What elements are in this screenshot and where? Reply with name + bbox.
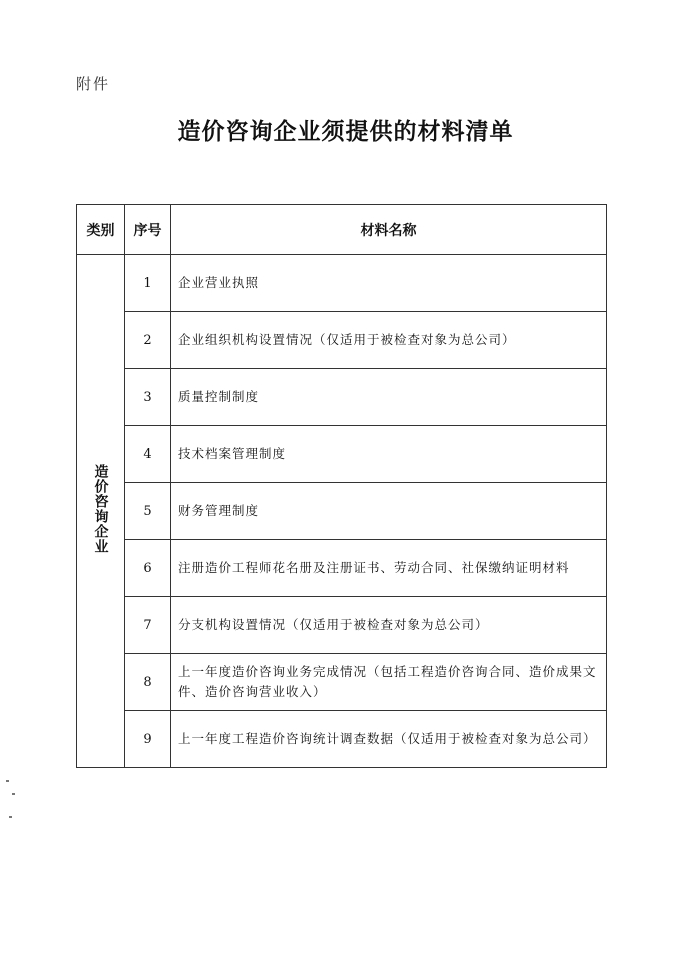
row-material-name: 财务管理制度 — [171, 483, 607, 540]
row-seq: 1 — [125, 255, 171, 312]
header-seq: 序号 — [125, 205, 171, 255]
row-material-name: 技术档案管理制度 — [171, 426, 607, 483]
table-row — [77, 711, 607, 768]
category-cell — [77, 255, 125, 768]
table-row — [77, 540, 607, 597]
attachment-label: 附件 — [76, 75, 111, 93]
table-row — [77, 312, 607, 369]
row-seq: 8 — [125, 654, 171, 711]
table-row — [77, 255, 607, 312]
document-title: 造价咨询企业须提供的材料清单 — [177, 118, 514, 145]
row-material-name: 分支机构设置情况（仅适用于被检查对象为总公司） — [171, 597, 607, 654]
scan-speck — [12, 793, 15, 795]
table-header-row — [77, 205, 607, 255]
row-material-name: 企业营业执照 — [171, 255, 607, 312]
row-seq: 2 — [125, 312, 171, 369]
table-row — [77, 369, 607, 426]
row-seq: 4 — [125, 426, 171, 483]
row-material-name: 质量控制制度 — [171, 369, 607, 426]
header-material-name: 材料名称 — [171, 205, 607, 255]
scan-speck — [9, 816, 12, 818]
category-label: 造价咨询企业 — [92, 464, 109, 554]
row-seq: 9 — [125, 711, 171, 768]
table-row — [77, 426, 607, 483]
table-row — [77, 597, 607, 654]
scan-speck — [6, 780, 9, 782]
table-row — [77, 654, 607, 711]
row-seq: 3 — [125, 369, 171, 426]
materials-table — [76, 204, 607, 768]
table-row — [77, 483, 607, 540]
row-material-name: 企业组织机构设置情况（仅适用于被检查对象为总公司） — [171, 312, 607, 369]
row-seq: 7 — [125, 597, 171, 654]
row-seq: 6 — [125, 540, 171, 597]
row-material-name: 注册造价工程师花名册及注册证书、劳动合同、社保缴纳证明材料 — [171, 540, 607, 597]
row-material-name: 上一年度工程造价咨询统计调查数据（仅适用于被检查对象为总公司） — [171, 711, 607, 768]
row-seq: 5 — [125, 483, 171, 540]
row-material-name: 上一年度造价咨询业务完成情况（包括工程造价咨询合同、造价成果文件、造价咨询营业收入） — [171, 654, 607, 711]
header-category: 类别 — [77, 205, 125, 255]
